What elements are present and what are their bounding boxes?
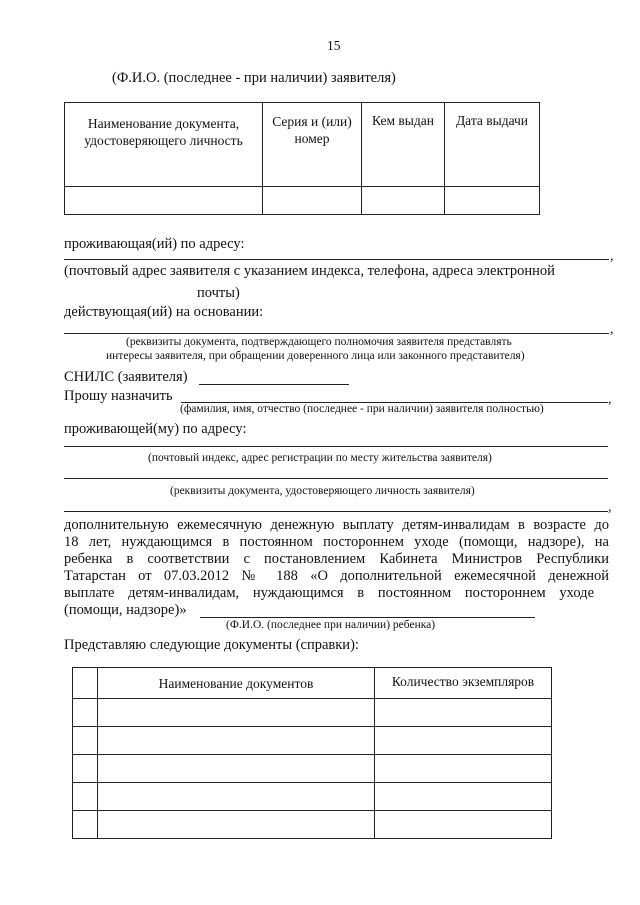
doc-row-number [73, 727, 98, 755]
documents-label: Представляю следующие документы (справки): [64, 637, 359, 653]
residing-address-field[interactable] [64, 446, 608, 447]
doc-row-count-cell[interactable] [375, 699, 552, 727]
residing-document-field[interactable] [64, 478, 608, 479]
residing-caption-2: (реквизиты документа, удостоверяющего личность заявителя) [170, 485, 475, 497]
table-row [73, 783, 552, 811]
basis-field[interactable] [64, 333, 609, 334]
residing-label: проживающей(му) по адресу: [64, 421, 247, 437]
id-document-table [64, 102, 540, 215]
body-text-line-2: 18 лет, нуждающимся в постоянном постороннем уходе (помощи, надзоре), на [64, 534, 609, 550]
table-row [73, 727, 552, 755]
doc-row-name-cell[interactable] [98, 811, 375, 839]
body-text-line-5: выплате детям-инвалидам, нуждающимся в постоянном постороннем уходе [64, 585, 594, 601]
child-caption: (Ф.И.О. (последнее при наличии) ребенка) [226, 619, 436, 631]
basis-caption-2: интересы заявителя, при обращении доверенного лица или законного представителя) [106, 350, 525, 362]
id-cell-doc-name[interactable] [65, 187, 263, 215]
address-field[interactable] [64, 259, 609, 260]
doc-table-header-count: Количество экземпляров [375, 668, 552, 699]
basis-caption-1: (реквизиты документа, подтверждающего полномочия заявителя представлять [126, 336, 512, 348]
residing-comma: , [608, 500, 612, 515]
body-text-line-3: ребенка в соответствии с постановлением Кабинета Министров Республики [64, 551, 609, 567]
doc-row-name-cell[interactable] [98, 783, 375, 811]
basis-comma: , [610, 322, 614, 337]
address-comma: , [610, 249, 614, 264]
table-row [73, 755, 552, 783]
doc-table-number-header [73, 668, 98, 699]
table-row [73, 699, 552, 727]
body-text-line-6: (помощи, надзоре)» [64, 602, 187, 618]
request-label: Прошу назначить [64, 388, 173, 404]
id-cell-issuer[interactable] [362, 187, 445, 215]
body-text-line-4: Татарстан от 07.03.2012 № 188 «О дополнительной ежемесячной денежной [64, 568, 609, 584]
residing-extra-field[interactable] [64, 511, 608, 512]
id-cell-date[interactable] [445, 187, 540, 215]
id-table-header-series: Серия и (или) номер [263, 103, 362, 187]
id-cell-series[interactable] [263, 187, 362, 215]
applicant-caption: (Ф.И.О. (последнее - при наличии) заявителя) [112, 70, 396, 86]
doc-row-count-cell[interactable] [375, 811, 552, 839]
doc-row-number [73, 755, 98, 783]
id-table-row [65, 187, 540, 215]
id-table-header-doc-name: Наименование документа, удостоверяющего личность [65, 103, 263, 187]
documents-table [72, 667, 552, 839]
doc-row-count-cell[interactable] [375, 783, 552, 811]
id-table-header-date: Дата выдачи [445, 103, 540, 187]
doc-row-name-cell[interactable] [98, 727, 375, 755]
request-caption: (фамилия, имя, отчество (последнее - при наличии) заявителя полностью) [180, 403, 544, 415]
doc-row-name-cell[interactable] [98, 699, 375, 727]
basis-label: действующая(ий) на основании: [64, 304, 264, 320]
table-row [73, 811, 552, 839]
page-number: 15 [327, 38, 341, 53]
doc-row-count-cell[interactable] [375, 755, 552, 783]
address-caption-2: почты) [197, 285, 240, 301]
doc-row-count-cell[interactable] [375, 727, 552, 755]
address-label: проживающая(ий) по адресу: [64, 236, 245, 252]
doc-table-header-name: Наименование документов [98, 668, 375, 699]
doc-row-number [73, 699, 98, 727]
child-name-field[interactable] [200, 617, 535, 618]
doc-row-number [73, 811, 98, 839]
address-caption-1: (почтовый адрес заявителя с указанием индекса, телефона, адреса электронной [64, 263, 555, 279]
residing-caption-1: (почтовый индекс, адрес регистрации по месту жительства заявителя) [148, 452, 492, 464]
request-comma: , [608, 392, 612, 407]
snils-label: СНИЛС (заявителя) [64, 369, 188, 385]
body-text-line-1: дополнительную ежемесячную денежную выплату детям-инвалидам в возрасте до [64, 517, 609, 533]
doc-row-number [73, 783, 98, 811]
id-table-header-issuer: Кем выдан [362, 103, 445, 187]
snils-field[interactable] [199, 384, 349, 385]
doc-row-name-cell[interactable] [98, 755, 375, 783]
